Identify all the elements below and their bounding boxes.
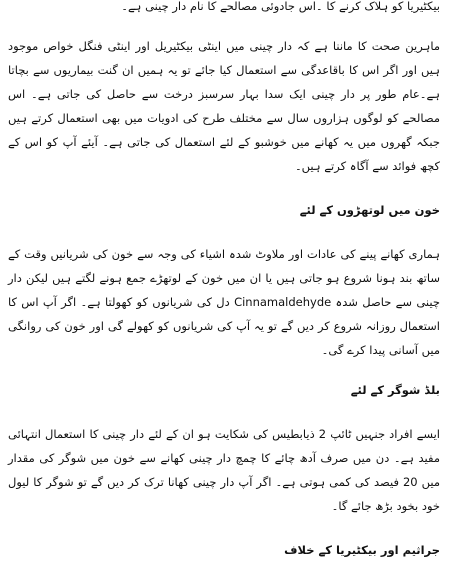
spacer bbox=[8, 402, 440, 422]
paragraph-blood-sugar: ایسے افراد جنہیں ٹائپ 2 ذیابطیس کی شکایت ہو ان کے لئے دار چینی کا استعمال انتہائی مفید ہے۔ دن میں صرف آدھ چائے کا چمچ دار چینی کھانے سے خون میں شوگر کی مقدار میں 20 فیصد کی کمی ہوتی ہے۔ اگر آپ دار چینی کھانا ترک کر دیں گے تو شوگر کا لیول خود بخود بڑھ جائے گا۔ bbox=[8, 427, 441, 513]
spacer bbox=[8, 362, 440, 378]
paragraph-benefits-intro: ماہرین صحت کا ماننا ہے کہ دار چینی میں اینٹی بیکٹیریل اور اینٹی فنگل خواص موجود ہیں اور اگر اس کا باقاعدگی سے استعمال کیا جائے تو یہ ہمیں ان گنت بیماریوں سے بچاتا ہے۔عام طور پر دار چینی ایک سدا بہار سرسبز درخت سے حاصل کی جاتی ہے۔ اس مصالحے کو لوگوں ہزاروں سال سے مختلف طرح کی ادویات میں بھی استعمال کرتے ہیں جبکہ گھروں میں یہ کھانے میں خوشبو کے لئے استعمال کی جاتی ہے۔ آیئے آپ کو اس کے کچھ فوائد سے آگاہ کرتے ہیں۔ bbox=[8, 39, 440, 173]
intro-fragment: بیکٹیریا کو ہلاک کرنے کا ۔اس جادوئی مصالحے کا نام دار چینی ہے۔ bbox=[121, 0, 440, 13]
heading-germs-bacteria: جراثیم اور بیکٹیریا کے خلاف bbox=[284, 543, 440, 557]
heading-blood-clots: خون میں لوتھڑوں کے لئے bbox=[299, 203, 440, 217]
spacer bbox=[8, 18, 440, 34]
heading-blood-sugar: بلڈ شوگر کے لئے bbox=[350, 383, 440, 397]
spacer bbox=[8, 222, 440, 242]
spacer bbox=[8, 518, 440, 538]
paragraph-blood-clots: ہماری کھانے پینے کی عادات اور ملاوٹ شدہ اشیاء کی وجہ سے خون کی شریانیں وقت کے ساتھ بند ہونا شروع ہو جاتی ہیں یا ان میں خون کے لوتھڑے جمع ہونے لگتے ہیں لیکن دار چینی سے حاصل شدہ Cinnamaldehyde دل کی شریانوں کو کھولتا ہے۔ اگر آپ اس کا استعمال روزانہ شروع کر دیں گے تو یہ آپ کی شریانوں کو کھولے گی اور خون کی روانگی میں آسانی پیدا کرے گی۔ bbox=[8, 247, 440, 357]
spacer bbox=[8, 178, 440, 198]
